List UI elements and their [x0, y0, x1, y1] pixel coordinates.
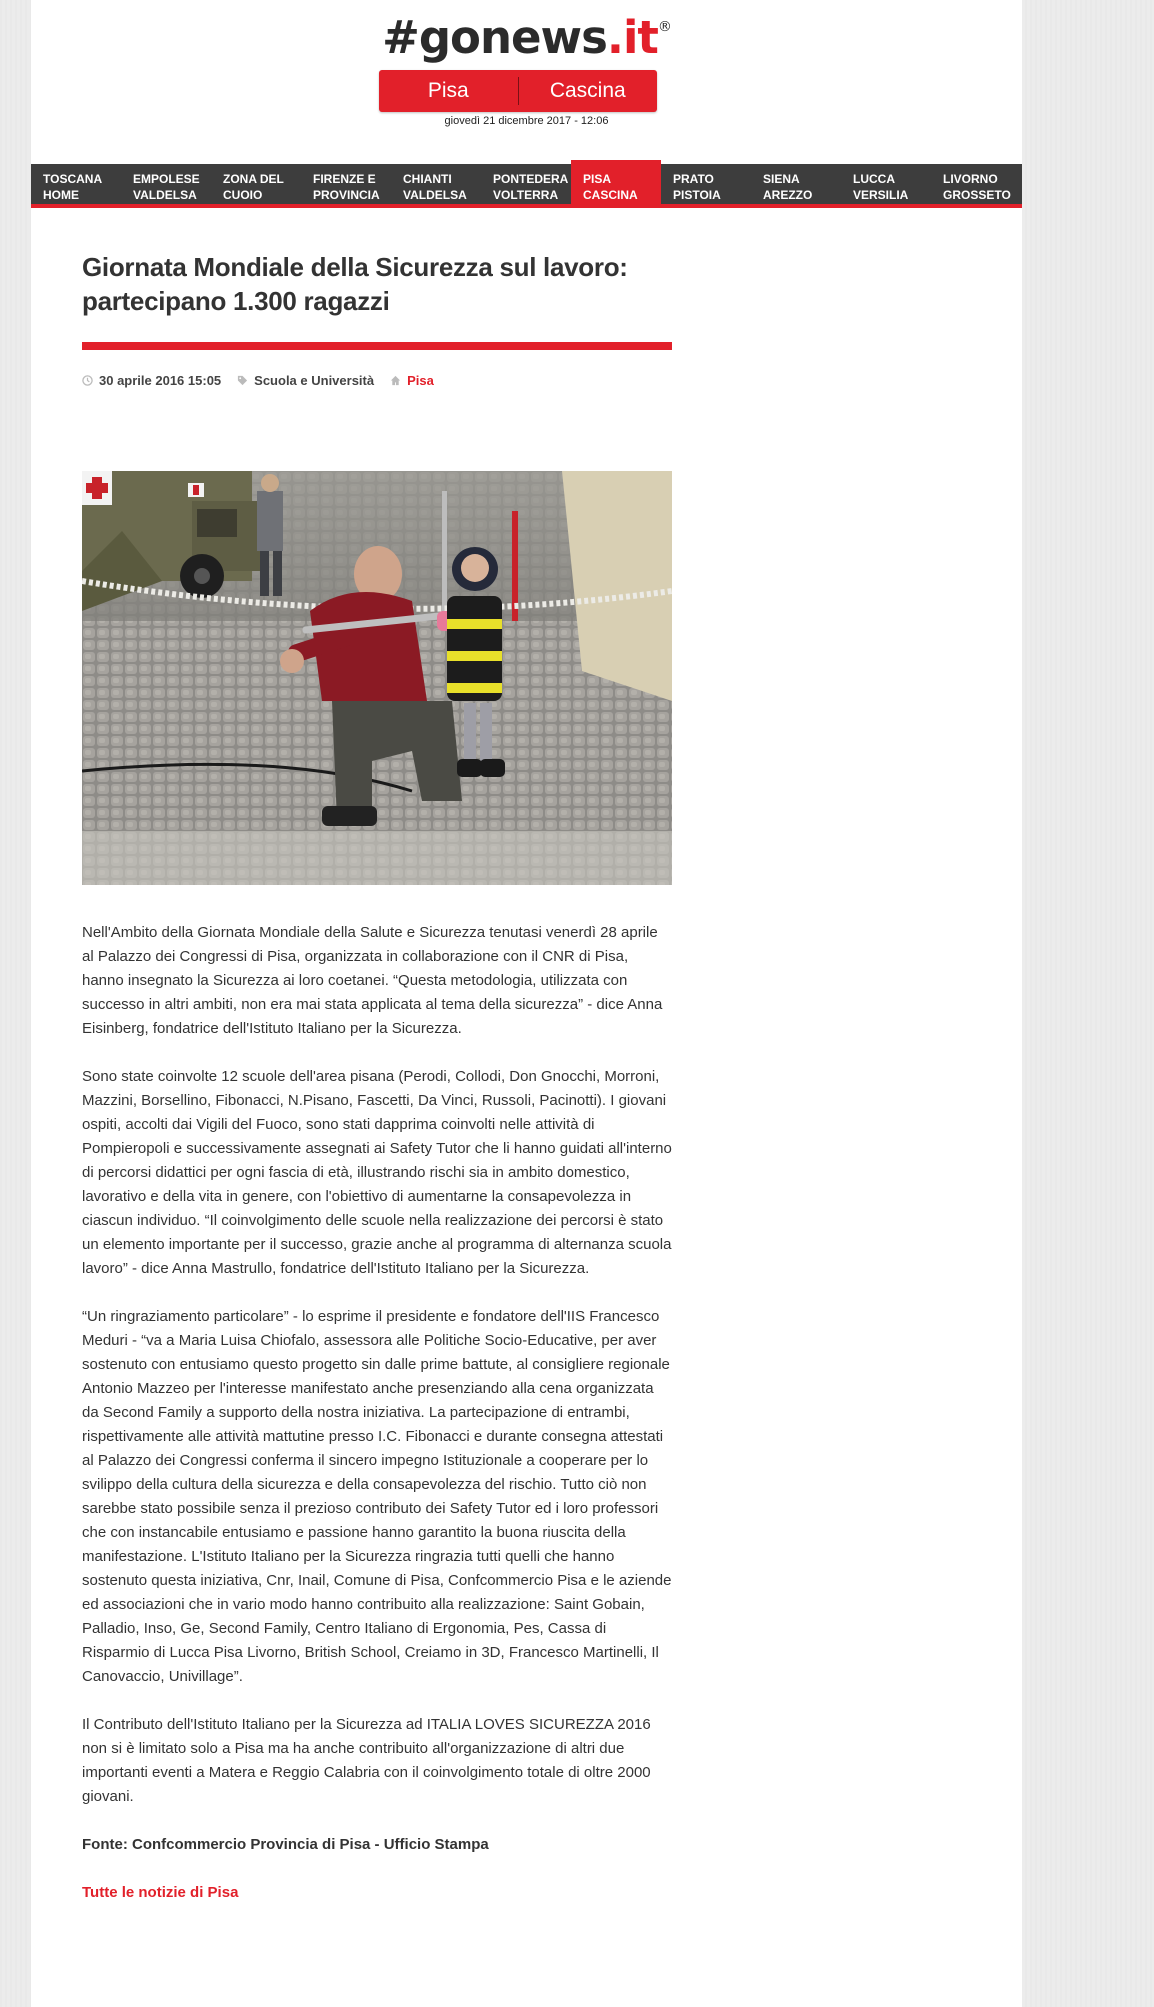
- meta-category[interactable]: [237, 373, 374, 388]
- nav-item-lucca-versilia[interactable]: LUCCA VERSILIA: [853, 172, 909, 202]
- city-switch: [379, 70, 657, 112]
- logo-name: gonews: [418, 11, 607, 64]
- article-meta: [82, 373, 672, 388]
- article-photo: [82, 471, 672, 885]
- city-pisa-link[interactable]: Pisa: [427, 79, 469, 102]
- page-container: [31, 0, 1022, 2007]
- meta-date: [82, 373, 221, 388]
- article-paragraph: “Un ringraziamento particolare” - lo esprime il presidente e fondatore dell'IIS Francesco Meduri - “va a Maria Luisa Chiofalo, assessora alle Politiche Socio-Educative, per aver sostenuto con entusiamo questo progetto sin dalle prime battute, al consigliere regionale Antonio Mazzeo per l'interesse manifestato anche presenziando alla cena organizzata da Second Family a supporto della nostra iniziativa. La partecipazione di entrambi, rispettivamente alle attività mattutine presso I.C. Fibonacci e durante consegna attestati al Palazzo dei Congressi conferma il sincero impegno Istituzionale a cooperare per lo svilippo della cultura della sicurezza e della consapevolezza del rischio. Tutto ciò non sarebbe stato possibile senza il prezioso contributo dei Safety Tutor ed i loro professori che con instancabile entusiamo e passione hanno garantito la buona riuscita della manifestazione. L'Istituto Italiano per la Sicurezza ringrazia tutti quelli che hanno sostenuto questa iniziativa, Cnr, Inail, Comune di Pisa, Confcommercio Pisa e le aziende ed associazioni che in vario modo hanno contribuito alla realizzazione: Saint Gobain, Palladio, Inso, Ge, Second Family, Centro Italiano di Ergonomia, Pes, Cassa di Risparmio di Lucca Pisa Livorno, British School, Creiamo in 3D, Francesco Martinelli, Il Canovaccio, Univillage”.: [82, 1308, 672, 1685]
- nav-item-livorno-grosseto[interactable]: LIVORNO GROSSETO: [943, 172, 1011, 202]
- meta-place-text: Pisa: [407, 373, 434, 388]
- home-icon: [390, 375, 401, 386]
- tag-icon: [237, 375, 248, 386]
- all-news-link[interactable]: Tutte le notizie di Pisa: [82, 1884, 239, 1901]
- meta-category-text: Scuola e Università: [254, 373, 375, 388]
- article-paragraph: Il Contributo dell'Istituto Italiano per la Sicurezza ad ITALIA LOVES SICUREZZA 2016 non si è limitato solo a Pisa ma ha anche contribuito all'organizzazione di altri due importanti eventi a Matera e Reggio Calabria con il coinvolgimento totale di oltre 2000 giovani.: [82, 1716, 651, 1805]
- article-paragraph: Nell'Ambito della Giornata Mondiale della Salute e Sicurezza tenutasi venerdì 28 aprile al Palazzo dei Congressi di Pisa, organizzata in collaborazione con il CNR di Pisa, hanno insegnato la Sicurezza ai loro coetanei. “Questa metodologia, utilizzata con successo in altri ambiti, non era mai stata applicata al tema della sicurezza” - dice Anna Eisinberg, fondatrice dell'Istituto Italiano per la Sicurezza.: [82, 924, 663, 1037]
- logo-hash: #: [382, 11, 419, 64]
- article-body: [82, 921, 672, 1905]
- meta-place[interactable]: [390, 373, 434, 388]
- nav-item-zona-del-cuoio[interactable]: ZONA DEL CUOIO: [223, 172, 284, 202]
- nav-item-siena-arezzo[interactable]: SIENA AREZZO: [763, 172, 813, 202]
- clock-icon: [82, 375, 93, 386]
- title-underline: [82, 342, 672, 350]
- nav-item-empolese-valdelsa[interactable]: EMPOLESE VALDELSA: [133, 172, 200, 202]
- main-nav: [31, 164, 1022, 208]
- article: [82, 250, 672, 1905]
- nav-item-pisa-cascina[interactable]: PISA CASCINA: [571, 160, 661, 204]
- site-logo[interactable]: [31, 8, 1022, 79]
- article-paragraph: Sono state coinvolte 12 scuole dell'area pisana (Perodi, Collodi, Don Gnocchi, Morroni, Mazzini, Borsellino, Fibonacci, N.Pisano, Fascetti, Da Vinci, Russoli, Pacinotti). I giovani ospiti, accolti dai Vigili del Fuoco, sono stati dapprima coinvolti nelle attività di Pompieropoli e successivamente assegnati ai Safety Tutor che li hanno guidati all'interno di percorsi didattici per ogni fascia di età, illustrando rischi sia in ambito domestico, lavorativo e della vita in genere, con l'obiettivo di aumentarne la consapevolezza in ciascun individuo. “Il coinvolgimento delle scuole nella realizzazione dei percorsi è stato un elemento importante per il successo, grazie anche al programma di alternanza scuola lavoro” - dice Anna Mastrullo, fondatrice dell'Istituto Italiano per la Sicurezza.: [82, 1068, 672, 1277]
- meta-date-text: 30 aprile 2016 15:05: [99, 373, 222, 388]
- city-cascina-link[interactable]: Cascina: [549, 79, 626, 102]
- nav-item-pontedera-volterra[interactable]: PONTEDERA VOLTERRA: [493, 172, 569, 202]
- article-source: Fonte: Confcommercio Provincia di Pisa - Ufficio Stampa: [82, 1836, 489, 1853]
- logo-registered: ®: [657, 19, 671, 35]
- nav-item-prato-pistoia[interactable]: PRATO PISTOIA: [673, 172, 721, 202]
- nav-item-toscana-home[interactable]: TOSCANA HOME: [43, 172, 103, 202]
- nav-item-firenze-provincia[interactable]: FIRENZE E PROVINCIA: [313, 172, 380, 202]
- article-photo-graphic: [82, 471, 672, 885]
- logo-tld: .it: [606, 11, 658, 64]
- current-date: giovedì 21 dicembre 2017 - 12:06: [444, 115, 609, 127]
- nav-item-chianti-valdelsa[interactable]: CHIANTI VALDELSA: [403, 172, 467, 202]
- article-title: Giornata Mondiale della Sicurezza sul lavoro: partecipano 1.300 ragazzi: [82, 252, 628, 316]
